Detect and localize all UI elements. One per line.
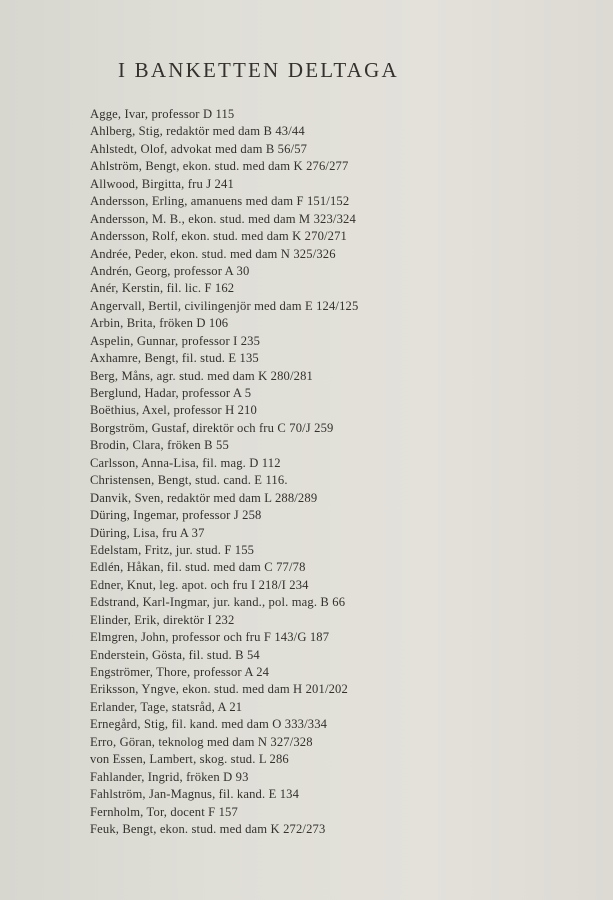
guest-entry: Arbin, Brita, fröken D 106 xyxy=(90,316,229,331)
guest-entry: Fernholm, Tor, docent F 157 xyxy=(90,804,238,819)
guest-entry: Angervall, Bertil, civilingenjör med dam E 124/125 xyxy=(90,298,359,313)
page-title: I BANKETTEN DELTAGA xyxy=(118,58,399,82)
guest-entry: Engströmer, Thore, professor A 24 xyxy=(90,665,270,679)
guest-entry: Allwood, Birgitta, fru J 241 xyxy=(90,176,234,191)
guest-entry: Aspelin, Gunnar, professor I 235 xyxy=(90,333,261,348)
guest-entry: Danvik, Sven, redaktör med dam L 288/289 xyxy=(90,490,318,505)
guest-entry: Andersson, M. B., ekon. stud. med dam M 323/324 xyxy=(90,211,356,226)
guest-entry: Enderstein, Gösta, fil. stud. B 54 xyxy=(90,647,260,662)
guest-entry: Ahlberg, Stig, redaktör med dam B 43/44 xyxy=(90,124,305,139)
guest-entry: Ahlström, Bengt, ekon. stud. med dam K 276/277 xyxy=(90,159,349,174)
guest-entry: Berglund, Hadar, professor A 5 xyxy=(90,386,252,400)
guest-entry: Axhamre, Bengt, fil. stud. E 135 xyxy=(90,351,259,366)
guest-entry: Brodin, Clara, fröken B 55 xyxy=(90,438,229,453)
guest-entry: Andersson, Erling, amanuens med dam F 151/152 xyxy=(90,194,350,209)
guest-entry: Agge, Ivar, professor D 115 xyxy=(90,107,235,121)
guest-entry: Edlén, Håkan, fil. stud. med dam C 77/78 xyxy=(90,560,306,575)
guest-entry: Anér, Kerstin, fil. lic. F 162 xyxy=(90,281,235,296)
guest-entry: Fahlström, Jan-Magnus, fil. kand. E 134 xyxy=(90,787,300,802)
guest-entry: Düring, Ingemar, professor J 258 xyxy=(90,508,262,523)
guest-entry: Feuk, Bengt, ekon. stud. med dam K 272/273 xyxy=(90,821,326,836)
guest-entry: Borgström, Gustaf, direktör och fru C 70/J 259 xyxy=(90,420,334,435)
guest-entry: Edstrand, Karl-Ingmar, jur. kand., pol. mag. B 66 xyxy=(90,595,346,610)
guest-entry: Erlander, Tage, statsråd, A 21 xyxy=(90,699,243,714)
guest-entry: Eriksson, Yngve, ekon. stud. med dam H 201/202 xyxy=(90,682,348,697)
guest-entry: Elmgren, John, professor och fru F 143/G 187 xyxy=(90,630,330,645)
guest-entry: Erro, Göran, teknolog med dam N 327/328 xyxy=(90,734,313,749)
guest-entry: Andrée, Peder, ekon. stud. med dam N 325/326 xyxy=(90,246,336,261)
guest-entry: Boëthius, Axel, professor H 210 xyxy=(90,403,257,418)
guest-entry: Edner, Knut, leg. apot. och fru I 218/I 234 xyxy=(90,577,309,592)
guest-entry: Christensen, Bengt, stud. cand. E 116. xyxy=(90,473,288,488)
guest-entry: Ahlstedt, Olof, advokat med dam B 56/57 xyxy=(90,141,308,156)
guest-entry: Ernegård, Stig, fil. kand. med dam O 333/334 xyxy=(90,717,328,732)
guest-entry: Fahlander, Ingrid, fröken D 93 xyxy=(90,769,249,784)
guest-entry: Andrén, Georg, professor A 30 xyxy=(90,263,250,278)
guest-entry: Andersson, Rolf, ekon. stud. med dam K 270/271 xyxy=(90,229,348,244)
guest-entry: Düring, Lisa, fru A 37 xyxy=(90,525,205,540)
guest-entry: von Essen, Lambert, skog. stud. L 286 xyxy=(90,752,289,767)
guest-entry: Carlsson, Anna-Lisa, fil. mag. D 112 xyxy=(90,455,281,470)
guest-entry: Berg, Måns, agr. stud. med dam K 280/281 xyxy=(90,368,313,383)
guest-list xyxy=(90,106,358,838)
guest-entry: Elinder, Erik, direktör I 232 xyxy=(90,612,235,627)
guest-entry: Edelstam, Fritz, jur. stud. F 155 xyxy=(90,542,255,557)
